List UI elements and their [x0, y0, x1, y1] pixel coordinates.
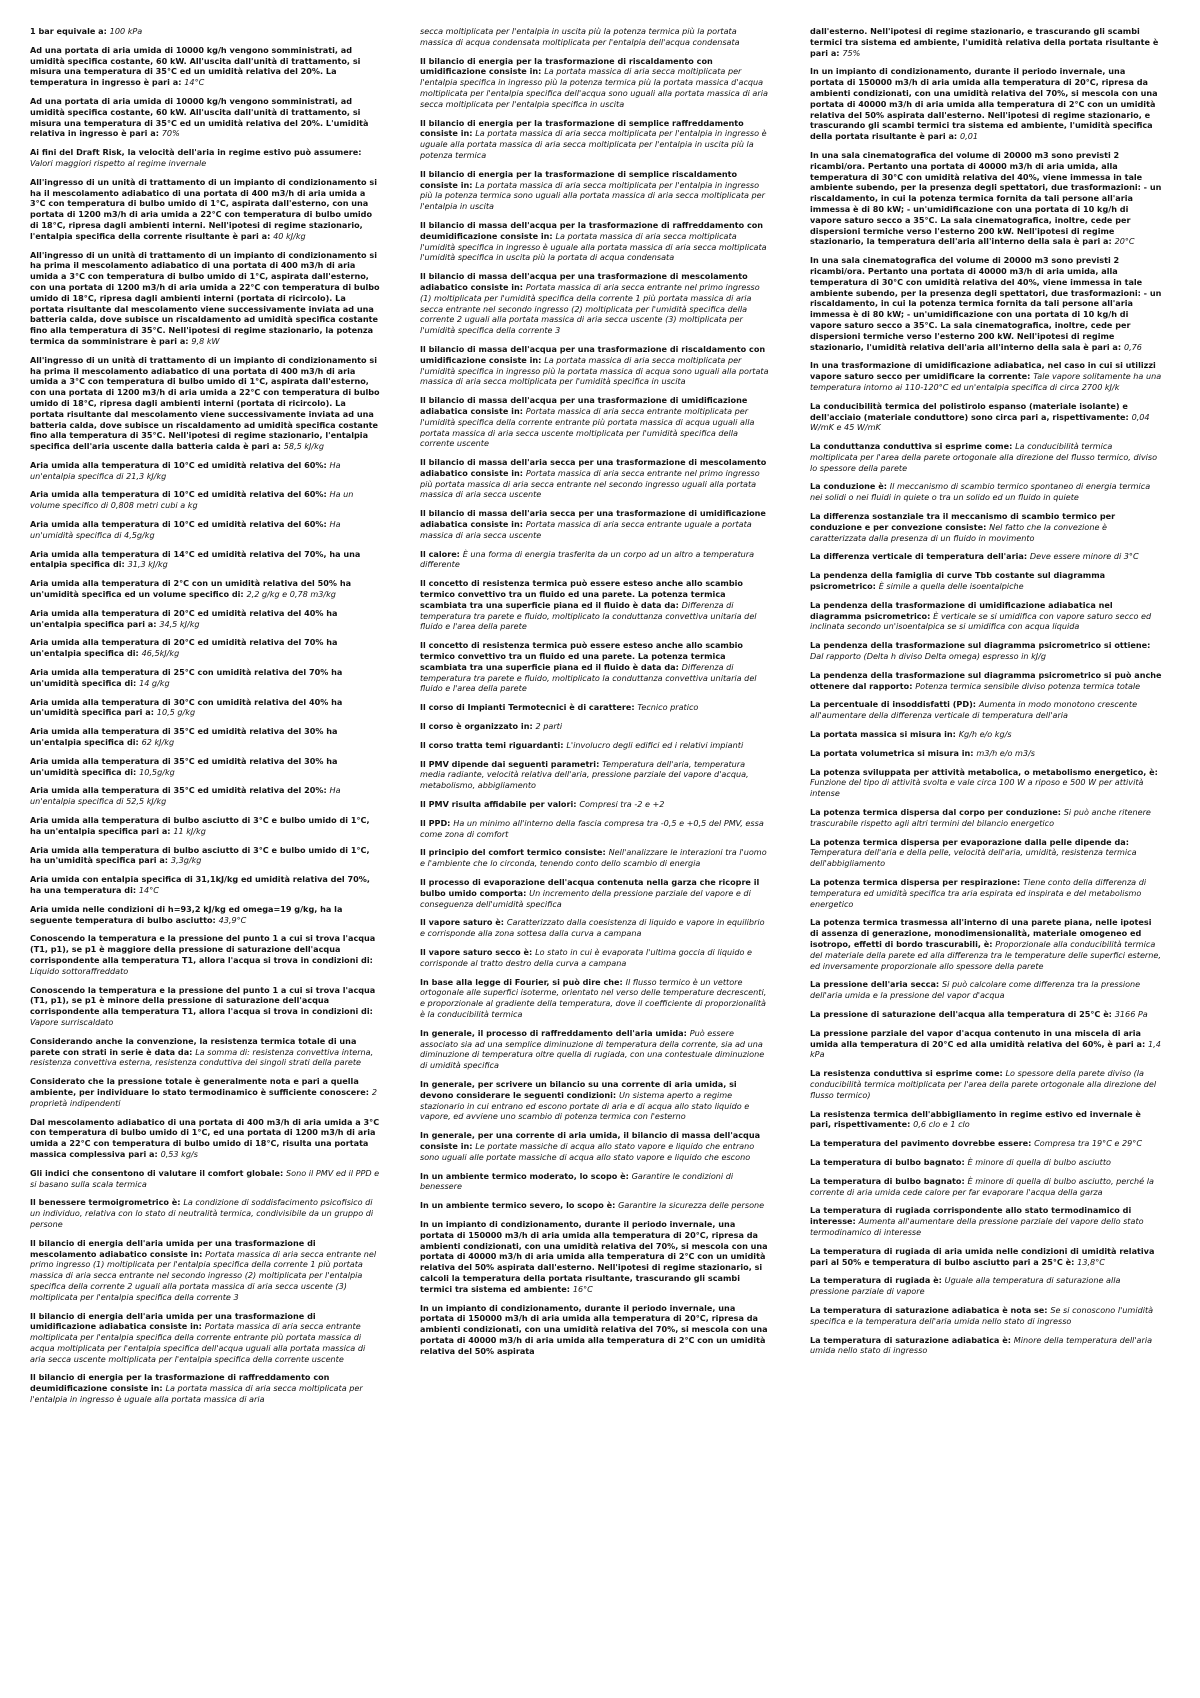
question-text: La pressione di saturazione dell'acqua alla temperatura di 25°C è: — [810, 1008, 1115, 1019]
answer-text: Garantire la sicurezza delle persone — [618, 1200, 765, 1211]
question-text: Il bilancio di massa dell'acqua per una trasformazione di umidificazione adiabatica consiste in: — [420, 395, 748, 416]
qa-entry — [30, 460, 382, 482]
question-text: La differenza sostanziale tra il meccanismo di scambio termico per conduzione e per convezione consiste: — [810, 511, 1116, 532]
answer-text: 62 kJ/kg — [141, 737, 175, 748]
qa-entry — [420, 947, 772, 969]
qa-entry — [810, 401, 1162, 433]
qa-entry — [810, 1246, 1162, 1268]
question-text: La pendenza della trasformazione sul diagramma psicrometrico si può anche ottenere dal rapporto: — [810, 669, 1162, 691]
question-text: Il bilancio di massa dell'acqua per una trasformazione di riscaldamento con umidificazione consiste in: — [420, 343, 766, 365]
question-text: Aria umida alla temperatura di 10°C ed umidità relativa del 60%: — [30, 489, 330, 500]
question-text: Aria umida alla temperatura di 10°C ed umidità relativa del 60%: — [30, 519, 330, 530]
answer-text: Portata massica di aria secca entrante nel primo ingresso più portata massica di aria secca entrante nel secondo ingresso uguali alla portata massica di aria secca uscente — [420, 467, 760, 500]
question-text: La temperatura di saturazione adiabatica è nota se: — [810, 1304, 1051, 1315]
qa-entry — [420, 1303, 772, 1357]
question-text: In un ambiente termico moderato, lo scopo è: — [420, 1170, 632, 1181]
question-text: Il bilancio di energia per la trasformazione di raffreddamento con deumidificazione consiste in: — [30, 1372, 330, 1394]
question-text: La conduttanza conduttiva si esprime come: — [810, 441, 1016, 452]
question-text: Aria umida nelle condizioni di h=93,2 kJ/kg ed omega=19 g/kg, ha la seguente temperatura di bulbo asciutto: — [30, 903, 343, 925]
answer-text: Valori maggiori rispetto al regime invernale — [30, 157, 207, 168]
answer-text: Tale vapore solitamente ha una temperatura intorno ai 110-120°C ed un'entalpia specifica di circa 2700 kJ/k — [810, 371, 1162, 392]
qa-entry — [30, 785, 382, 807]
answer-text: Portata massica di aria secca entrante nel primo ingresso (1) moltiplicata per l'umidità specifica della corrente 1 più portata massica di aria secca entrante nel secondo ingresso (2) moltiplicata per l'umidità specifica della corrente 2 uguali alla portata massica di aria secca uscente (3) moltiplicata per l'umidità specifica della corrente 3 — [420, 281, 760, 336]
question-text: All'ingresso di un unità di trattamento di un impianto di condizionamento si ha il mescolamento adiabatico di una portata di 400 m3/h di aria umida a 3°C con temperatura di bulbo umido di 1°C, aspirata dall'esterno, con una portata di 1200 m3/h di aria umida a 22°C con temperatura di bulbo umido di 18°C, ripresa dagli ambienti interni. Nell'ipotesi di regime stazionario, l'entalpia specifica della corrente risultante è pari a: — [30, 176, 377, 241]
answer-text: Può essere associato sia ad una semplice diminuzione di temperatura della corrente, sia ad una diminuzione di temperatura oltre quella di rugiada, con una contestuale diminuzione di umidità specifica — [420, 1027, 765, 1071]
qa-entry — [30, 1036, 382, 1068]
answer-text: 0,53 kg/s — [160, 1148, 198, 1159]
question-text: dall'esterno. Nell'ipotesi di regime stazionario, e trascurando gli scambi termici tra sistema ed ambiente, l'umidità relativa della portata risultante è pari a: — [810, 26, 1159, 58]
question-text: La resistenza termica dell'abbigliamento in regime estivo ed invernale è pari, rispettivamente: — [810, 1108, 1141, 1130]
qa-entry — [810, 670, 1162, 692]
qa-entry — [810, 1305, 1162, 1327]
qa-entry — [810, 66, 1162, 142]
question-text: Il concetto di resistenza termica può essere esteso anche allo scambio termico convettivo tra un fluido ed una parete. La potenza termica scambiata tra una superficie piana ed il fluido è data da: — [420, 640, 743, 672]
qa-entry — [810, 1157, 1162, 1168]
answer-text: Differenza di temperatura tra parete e fluido, moltiplicato la conduttanza convettiva unitaria del fluido e l'area della parete — [420, 599, 757, 632]
question-text: Il PPD: — [420, 817, 454, 828]
qa-entry — [30, 489, 382, 511]
qa-entry — [810, 640, 1162, 662]
answer-text: 31,3 kJ/kg — [127, 559, 168, 570]
answer-text: Se si conoscono l'umidità specifica e la temperatura dell'aria umida nello stato di ingresso — [810, 1304, 1154, 1326]
qa-entry — [420, 640, 772, 694]
answer-text: Ha un'umidità specifica di 4,5g/kg — [30, 519, 341, 540]
question-text: La potenza sviluppata per attività metabolica, o metabolismo energetico, è: — [810, 766, 1158, 777]
question-text: Il corso è organizzato in: — [420, 721, 536, 732]
answer-text: Un incremento della pressione parziale del vapore e di conseguenza dell'umidità specifica — [420, 887, 751, 909]
qa-entry — [30, 45, 382, 88]
question-text: Il bilancio di massa dell'acqua per una trasformazione di mescolamento adiabatico consiste in: — [420, 271, 748, 292]
question-text: 1 bar equivale a: — [30, 26, 110, 36]
answer-text: L'involucro degli edifici ed i relativi impianti — [566, 739, 744, 750]
question-text: Il bilancio di energia dell'aria umida per una trasformazione di umidificazione adiabatica consiste in: — [30, 1310, 316, 1332]
answer-text: Un sistema aperto a regime stazionario in cui entrano ed escono portate di aria e di acqua allo stato liquido e vapore, ed avviene uno scambio di potenza termica con l'esterno — [420, 1089, 750, 1122]
qa-entry — [810, 837, 1162, 869]
qa-entry — [810, 1138, 1162, 1149]
answer-text: Temperatura dell'aria e della pelle, velocità dell'aria, umidità, resistenza termica dell'abbigliamento — [810, 847, 1137, 869]
question-text: In un impianto di condizionamento, durante il periodo invernale, una portata di 150000 m3/h di aria umida alla temperatura di 20°C, ripresa da ambienti condizionati, con una umidità relativa del 70%, si mescola con una portata di 40000 m3/h di aria umida alla temperatura di 2°C con un umidità relativa del 50% aspirata — [420, 1302, 768, 1356]
answer-text: Ha un'entalpia specifica di 21,3 kJ/kg — [30, 459, 341, 481]
answer-text: Si può calcolare come differenza tra la pressione dell'aria umida e la pressione del vapor d'acqua — [810, 979, 1141, 1001]
qa-entry — [30, 756, 382, 778]
question-text: Il vapore saturo è: — [420, 917, 507, 928]
question-text: La resistenza conduttiva si esprime come: — [810, 1068, 1006, 1079]
answer-text: Potenza termica sensibile diviso potenza termica totale — [915, 680, 1141, 691]
answer-text: 70% — [161, 128, 180, 139]
qa-entry — [30, 549, 382, 571]
answer-text: 3166 Pa — [1114, 1008, 1148, 1019]
qa-entry — [420, 118, 772, 161]
question-text: Il bilancio di energia dell'aria umida per una trasformazione di mescolamento adiabatico consiste in: — [30, 1237, 316, 1259]
answer-text: È minore di quella di bulbo asciutto, perché la corrente di aria umida cede calore per far evaporare l'acqua della garza — [810, 1175, 1154, 1197]
qa-entry — [810, 699, 1162, 721]
qa-entry — [30, 933, 382, 976]
answer-text: Tecnico pratico — [637, 702, 699, 713]
question-text: Considerando anche la convenzione, la resistenza termica totale di una parete con strati in serie è data da: — [30, 1035, 357, 1057]
qa-entry — [30, 177, 382, 242]
qa-entry — [810, 600, 1162, 632]
answer-text: La portata massica di aria secca moltiplicata per l'umidità specifica in ingresso più la portata massica di acqua sono uguali alla portata massica di aria secca moltiplicata per l'umidità specifica in uscita — [420, 354, 769, 387]
question-text: Il processo di evaporazione dell'acqua contenuta nella garza che ricopre il bulbo umido comporta: — [420, 877, 760, 898]
answer-text: 9,8 kW — [191, 335, 220, 346]
question-text: Aria umida alla temperatura di 35°C ed umidità relativa del 30% ha un'umidità specifica di: — [30, 755, 338, 777]
question-text: Il PMV risulta affidabile per valori: — [420, 799, 580, 810]
answer-text: 13,8°C — [1077, 1256, 1105, 1267]
answer-text: 100 kPa — [109, 26, 143, 36]
answer-text: 0,6 clo e 1 clo — [913, 1119, 970, 1130]
qa-entry — [810, 917, 1162, 971]
answer-text: 40 kJ/kg — [273, 230, 306, 241]
qa-entry — [420, 395, 772, 449]
question-text: La potenza termica trasmessa all'interno di una parete piana, nelle ipotesi di assenza di generazione, monodimensionalità, materiale omogeneo ed isotropo, effetti di bordo trascurabili, è: — [810, 917, 1152, 949]
qa-entry — [810, 767, 1162, 799]
question-text: Il bilancio di energia per la trasformazione di riscaldamento con umidificazione consiste in: — [420, 55, 713, 77]
qa-entry — [30, 845, 382, 867]
answer-text: La somma di: resistenza convettiva interna, resistenza convettiva esterna, resistenza conduttiva dei singoli strati della parete — [30, 1046, 374, 1068]
qa-entry — [810, 1205, 1162, 1237]
question-text: Ad una portata di aria umida di 10000 kg/h vengono somministrati, ad umidità specifica costante, 60 kW. All'uscita dall'unità di trattamento, si misura una temperatura di 35°C ed un umidità relativa del 20%. L'umidità relativa in ingresso è pari a: — [30, 95, 369, 139]
qa-entry — [810, 1109, 1162, 1131]
question-text: In un impianto di condizionamento, durante il periodo invernale, una portata di 150000 m3/h di aria umida alla temperatura di 20°C, ripresa da ambienti condizionati, con una umidità relativa del 70%, si mescola con una portata di 40000 m3/h di aria umida alla temperatura di 2°C con un umidità relativa del 50% aspirata dall'esterno. Nell'ipotesi di regime stazionario, e trascurando gli scambi termici tra sistema ed ambiente, l'umidità specifica della portata risultante è pari a: — [810, 66, 1158, 142]
question-text: Ai fini del Draft Risk, la velocità dell'aria in regime estivo può assumere: — [30, 147, 362, 158]
answer-text: La portata massica di aria secca moltiplicata l'umidità specifica in ingresso è uguale alla portata massica di aria secca moltiplicata l'umidità specifica in uscita più la portata di acqua condensata — [420, 230, 767, 263]
qa-entry — [30, 1238, 382, 1303]
qa-entry — [420, 1028, 772, 1071]
question-text: Aria umida con entalpia specifica di 31,1kJ/kg ed umidità relativa del 70%, ha una temperatura di: — [30, 874, 370, 895]
qa-entry — [420, 1171, 772, 1193]
answer-text: Compresi tra -2 e +2 — [579, 799, 665, 810]
qa-entry — [420, 457, 772, 500]
qa-entry — [30, 1168, 382, 1190]
answer-text: Lo stato in cui è evaporata l'ultima goccia di liquido e corrisponde al tratto destro della curva a campana — [420, 946, 752, 968]
question-text: Il benessere termoigrometrico è: — [30, 1197, 184, 1208]
answer-text: secca moltiplicata per l'entalpia in uscita più la potenza termica più la portata massica di acqua condensata moltiplicata per l'entalpia dell'acqua condensata — [420, 26, 740, 47]
answer-text: 2 parti — [535, 721, 563, 732]
question-text: Il bilancio di massa dell'aria secca per una trasformazione di mescolamento adiabatico consiste in: — [420, 457, 767, 478]
answer-text: Lo spessore della parete diviso (la conducibilità termica moltiplicata per l'area della parete ortogonale alla direzione del flusso termico) — [810, 1068, 1157, 1100]
answer-text: 10,5g/kg — [139, 766, 175, 777]
qa-entry — [420, 169, 772, 212]
question-text: Aria umida alla temperatura di bulbo asciutto di 3°C e bulbo umido di 1°C, ha un'entalpia specifica pari a: — [30, 815, 370, 836]
qa-entry — [420, 1079, 772, 1122]
answer-text: 0,76 — [1123, 341, 1142, 352]
answer-text: Temperatura dell'aria, temperatura media radiante, velocità relativa dell'aria, pressione parziale del vapore d'acqua, metabolismo, abbigliamento — [420, 758, 749, 791]
question-text: Aria umida alla temperatura di 30°C con umidità relativa del 40% ha un'umidità specifica pari a: — [30, 696, 343, 718]
answer-text: Differenza di temperatura tra parete e fluido, moltiplicato la conduttanza convettiva unitaria del fluido e l'area della parete — [420, 661, 757, 694]
qa-entry — [810, 1176, 1162, 1198]
question-text: La differenza verticale di temperatura dell'aria: — [810, 551, 1030, 562]
question-text: Aria umida alla temperatura di 35°C ed umidità relativa del 30% ha un'entalpia specifica di: — [30, 726, 338, 748]
qa-entry — [420, 26, 772, 48]
question-text: In una sala cinematografica del volume di 20000 m3 sono previsti 2 ricambi/ora. Pertanto una portata di 40000 m3/h di aria umida, alla temperatura di 30°C con umidità relativa del 40%, viene immessa in tale ambiente subendo, per la presenza degli spettatori, due trasformazioni: - un riscaldamento, in cui la potenza termica fornita da tali persone all'aria immessa è di 80 kW; - un'umidificazione con una portata di 10 kg/h di vapore saturo secco a 35°C. La sala cinematografica, inoltre, cede per dispersioni termiche verso l'esterno 200 kW. Nell'ipotesi di regime stazionario, l'umidità relativa dell'aria all'interno della sala è pari a: — [810, 255, 1162, 352]
answer-text: Nel fatto che la convezione è caratterizzata dalla presenza di un fluido in movimento — [810, 521, 1108, 543]
question-text: Il bilancio di energia per la trasformazione di semplice riscaldamento consiste in: — [420, 168, 738, 190]
answer-text: Sono il PMV ed il PPD e si basano sulla scala termica — [30, 1167, 380, 1189]
question-text: La pressione parziale del vapor d'acqua contenuto in una miscela di aria umida alla temperatura di 20°C ed alla umidità relativa del 60%, è pari a: — [810, 1027, 1149, 1049]
qa-entry — [30, 578, 382, 600]
qa-entry — [420, 702, 772, 713]
qa-entry — [30, 608, 382, 630]
question-text: La potenza termica dispersa per respirazione: — [810, 877, 1024, 887]
qa-entry — [420, 1200, 772, 1211]
answer-text: 14°C — [184, 77, 205, 88]
question-text: La temperatura di bulbo bagnato: — [810, 1156, 968, 1167]
answer-text: 0,04 W/mK e 45 W/mK — [810, 411, 1150, 433]
qa-entry — [420, 56, 772, 110]
qa-entry — [810, 360, 1162, 392]
question-text: Il bilancio di massa dell'aria secca per una trasformazione di umidificazione adiabatica consiste in: — [420, 508, 766, 530]
answer-text: Portata massica di aria secca entrante moltiplicata per l'umidità specifica della corrente entrante più portata massica di acqua uguali alla portata massica di aria secca uscente moltiplicata per l'umidità specifica della corrente uscente — [420, 405, 755, 449]
answer-text: m3/h e/o m3/s — [976, 747, 1036, 758]
qa-entry — [810, 26, 1162, 58]
qa-entry — [810, 1068, 1162, 1100]
qa-entry — [420, 549, 772, 571]
answer-text: 10,5 g/kg — [156, 707, 196, 718]
question-text: In una sala cinematografica del volume di 20000 m3 sono previsti 2 ricambi/ora. Pertanto una portata di 40000 m3/h di aria umida, alla temperatura di 30°C con umidità relativa del 40%, viene immessa in tale ambiente subendo, per la presenza degli spettatori, due trasformazioni: - un riscaldamento, in cui la potenza termica fornita da tali persone all'aria immessa è di 80 kW; - un'umidificazione con una portata di 10 kg/h di vapore saturo secco a 35°C. La sala cinematografica, inoltre, cede per dispersioni termiche verso l'esterno 200 kW. Nell'ipotesi di regime stazionario, la temperatura dell'aria all'interno della sala è pari a: — [810, 149, 1162, 247]
qa-entry — [810, 511, 1162, 543]
qa-entry — [30, 1076, 382, 1108]
qa-entry — [810, 729, 1162, 740]
answer-text: Aumenta all'aumentare della pressione parziale del vapore dello stato termodinamico di interesse — [810, 1216, 1144, 1237]
answer-text: Il meccanismo di scambio termico spontaneo di energia termica nei solidi o nei fluidi in quiete o tra un solido ed un fluido in quiete — [810, 481, 1151, 503]
question-text: In un ambiente termico severo, lo scopo è: — [420, 1200, 619, 1211]
answer-text: Le portate massiche di acqua allo stato vapore e liquido che entrano sono uguali alle portate massiche di acqua allo stato vapore e liquido che escono — [420, 1140, 755, 1162]
qa-entry — [810, 748, 1162, 759]
qa-entry — [810, 150, 1162, 247]
answer-text: La portata massica di aria secca moltiplicata per l'entalpia specifica in ingresso più la potenza termica più la portata massica d'acqua moltiplicata per l'entalpia specifica dell'acqua sono uguali alla portata massica di aria secca moltiplicata per l'entalpia specifica in uscita — [420, 66, 768, 109]
answer-text: Nell'analizzare le interazioni tra l'uomo e l'ambiente che lo circonda, tenendo conto dello scambio di energia — [420, 847, 767, 869]
question-text: Conoscendo la temperatura e la pressione del punto 1 a cui si trova l'acqua (T1, p1), se p1 è minore della pressione di saturazione dell'acqua corrispondente alla temperatura T1, allora l'acqua si trova in condizioni di: — [30, 984, 376, 1017]
answer-text: 75% — [842, 47, 861, 58]
question-text: La potenza termica dispersa dal corpo per conduzione: — [810, 807, 1064, 818]
question-text: La conduzione è: — [810, 481, 890, 492]
question-text: La temperatura di bulbo bagnato: — [810, 1175, 968, 1186]
qa-entry — [30, 985, 382, 1028]
question-text: La pendenza della trasformazione sul diagramma psicrometrico si ottiene: — [810, 640, 1151, 651]
question-text: La pendenza della famiglia di curve Tbb costante sul diagramma psicrometrico: — [810, 570, 1106, 592]
answer-text: 2,2 g/kg e 0,78 m3/kg — [246, 589, 336, 600]
question-text: La portata massica si misura in: — [810, 729, 959, 740]
column-right — [810, 26, 1162, 1364]
answer-text: Proporzionale alla conducibilità termica del materiale della parete ed alla differenza tra le temperature delle superfici esterne, ed inversamente proporzionale allo spessore della parete — [810, 938, 1161, 971]
answer-text: Tiene conto della differenza di temperatura ed umidità specifica tra aria espirata ed inspirata e del metabolismo energetico — [810, 877, 1147, 909]
question-text: Il principio del comfort termico consiste: — [420, 847, 609, 858]
question-text: In generale, per scrivere un bilancio su una corrente di aria umida, si devono considerare le seguenti condizioni: — [420, 1078, 737, 1100]
question-text: In generale, il processo di raffreddamento dell'aria umida: — [420, 1027, 690, 1038]
question-text: Aria umida alla temperatura di 2°C con un umidità relativa del 50% ha un'umidità specifica ed un volume specifico di: — [30, 578, 352, 600]
qa-entry — [30, 519, 382, 541]
answer-text: 2 proprietà indipendenti — [30, 1086, 377, 1108]
qa-entry — [420, 977, 772, 1020]
answer-text: 20°C — [1114, 236, 1135, 247]
answer-text: Ha un minimo all'interno della fascia compresa tra -0,5 e +0,5 del PMV, essa come zona di comfort — [420, 817, 764, 839]
qa-entry — [30, 815, 382, 837]
qa-entry — [420, 818, 772, 840]
answer-text: Compresa tra 19°C e 29°C — [1034, 1138, 1142, 1149]
question-text: La temperatura di rugiada è: — [810, 1275, 945, 1286]
answer-text: 1,4 kPa — [810, 1038, 1161, 1060]
question-text: Ad una portata di aria umida di 10000 kg/h vengono somministrati, ad umidità specifica costante, 60 kW. All'uscita dall'unità di trattamento, si misura una temperatura di 35°C ed un umidità relativa del 20%. La temperatura in ingresso è pari a: — [30, 44, 361, 88]
answer-text: È minore di quella di bulbo asciutto — [967, 1156, 1111, 1167]
qa-entry — [30, 667, 382, 689]
qa-entry — [810, 877, 1162, 909]
answer-text: Uguale alla temperatura di saturazione alla pressione parziale di vapore — [810, 1275, 1121, 1297]
question-text: Il concetto di resistenza termica può essere esteso anche allo scambio termico convettivo tra un fluido ed una parete. La potenza termica scambiata tra una superficie piana ed il fluido è data da: — [420, 578, 743, 610]
answer-text: Vapore surriscaldato — [30, 1016, 114, 1027]
answer-text: È simile a quella delle isoentalpiche — [878, 581, 1024, 592]
question-text: La temperatura di rugiada corrispondente allo stato termodinamico di interesse: — [810, 1205, 1132, 1227]
answer-text: 3,3g/kg — [170, 855, 202, 866]
qa-entry — [30, 1117, 382, 1160]
qa-entry — [810, 551, 1162, 562]
column-left — [30, 26, 382, 1413]
qa-entry — [30, 1311, 382, 1365]
answer-text: 14 g/kg — [139, 677, 170, 688]
question-text: Il corso di Impianti Termotecnici è di carattere: — [420, 702, 638, 713]
question-text: In base alla legge di Fourier, si può dire che: — [420, 976, 626, 987]
answer-text: 11 kJ/kg — [173, 825, 206, 836]
question-text: Gli indici che consentono di valutare il comfort globale: — [30, 1167, 287, 1178]
qa-entry — [810, 255, 1162, 352]
answer-text: Si può anche ritenere trascurabile rispetto agli altri termini del bilancio energetico — [810, 807, 1151, 828]
question-text: Aria umida alla temperatura di 14°C ed umidità relativa del 70%, ha una entalpia specifica di: — [30, 548, 361, 570]
answer-text: Portata massica di aria secca entrante nel primo ingresso (1) moltiplicata per l'entalpia specifica della corrente 1 più portata massica di aria secca entrante nel secondo ingresso (2) moltiplicata per l'entalpia specifica della corrente 2 uguali alla portata massica di aria secca uscente (3) moltiplicata per l'entalpia specifica della corrente 3 — [30, 1248, 377, 1302]
qa-entry — [420, 578, 772, 632]
question-text: La percentuale di insoddisfatti (PD): — [810, 699, 979, 710]
qa-entry — [30, 1197, 382, 1229]
qa-entry — [810, 1275, 1162, 1297]
answer-text: Ha un volume specifico di 0,808 metri cubi a kg — [30, 489, 354, 511]
question-text: Dal mescolamento adiabatico di una portata di 400 m3/h di aria umida a 3°C con temperatura di bulbo umido di 1°C, ed una portata di 1200 m3/h di aria umida a 22°C con temperatura di bulbo umido di 18°C, risulta una portata massica complessiva pari a: — [30, 1116, 380, 1159]
qa-entry — [420, 877, 772, 909]
qa-entry — [420, 1219, 772, 1295]
qa-entry — [420, 740, 772, 751]
qa-entry — [30, 637, 382, 659]
question-text: Il corso tratta temi riguardanti: — [420, 739, 567, 750]
question-text: Il vapore saturo secco è: — [420, 946, 536, 957]
qa-entry — [30, 697, 382, 719]
answer-text: La portata massica di aria secca moltiplicata per l'entalpia in ingresso è uguale alla portata massica di aria — [30, 1383, 363, 1405]
answer-text: Aumenta in modo monotono crescente all'aumentare della differenza verticale di temperatura dell'aria — [810, 699, 1138, 721]
question-text: All'ingresso di un unità di trattamento di un impianto di condizionamento si ha prima il mescolamento adiabatico di una portata di 400 m3/h di aria umida a 3°C con temperatura di bulbo umido di 1°C, aspirata dall'esterno, con una portata di 1200 m3/h di aria umida a 22°C con temperatura di bulbo umido di 18°C, ripresa dagli ambienti interni (portata di ricircolo). La portata risultante dal mescolamento viene successivamente inviata ad una batteria calda, dove subisce un riscaldamento ad umidità specifica costante fino alla temperatura di 35°C. Nell'ipotesi di regime stazionario, la potenza termica da somministrare è pari a: — [30, 249, 380, 346]
answer-text: Deve essere minore di 3°C — [1029, 551, 1139, 562]
qa-entry — [420, 220, 772, 263]
question-text: In generale, per una corrente di aria umida, il bilancio di massa dell'acqua consiste in: — [420, 1130, 761, 1151]
answer-text: La conducibilità termica moltiplicata per l'area della parete ortogonale alla direzione del flusso termico, diviso lo spessore della parete — [810, 441, 1158, 473]
qa-entry — [30, 26, 382, 37]
answer-text: Portata massica di aria secca entrante uguale a portata massica di aria secca uscente — [420, 519, 752, 540]
question-text: Il bilancio di energia per la trasformazione di semplice raffreddamento consiste in: — [420, 117, 744, 139]
qa-entry — [30, 874, 382, 896]
qa-entry — [420, 799, 772, 810]
question-text: La portata volumetrica si misura in: — [810, 747, 977, 758]
question-text: La pressione dell'aria secca: — [810, 979, 942, 990]
answer-text: Ha un'entalpia specifica di 52,5 kJ/kg — [30, 785, 341, 807]
qa-entry — [810, 1028, 1162, 1060]
answer-text: Garantire le condizioni di benessere — [420, 1170, 734, 1192]
answer-text: 14°C — [138, 885, 159, 895]
answer-text: 16°C — [572, 1283, 593, 1294]
answer-text: 43,9°C — [218, 914, 247, 925]
question-text: La temperatura di saturazione adiabatica è: — [810, 1334, 1014, 1345]
qa-entry — [420, 344, 772, 387]
qa-entry — [30, 726, 382, 748]
answer-text: 58,5 kJ/kg — [283, 441, 324, 452]
question-text: La potenza termica dispersa per evaporazione dalla pelle dipende da: — [810, 836, 1129, 847]
answer-text: Minore della temperatura dell'aria umida nello stato di ingresso — [810, 1334, 1153, 1356]
question-text: Conoscendo la temperatura e la pressione del punto 1 a cui si trova l'acqua (T1, p1), se p1 è maggiore della pressione di saturazione dell'acqua corrispondente alla temperatura T1, allora l'acqua si trova in condizioni di: — [30, 933, 376, 965]
question-text: La temperatura del pavimento dovrebbe essere: — [810, 1138, 1035, 1149]
qa-entry — [30, 355, 382, 452]
answer-text: È una forma di energia trasferita da un corpo ad un altro a temperatura differente — [420, 548, 755, 570]
qa-entry — [420, 271, 772, 336]
qa-entry — [810, 570, 1162, 592]
answer-text: Liquido sottoraffreddato — [30, 965, 129, 976]
answer-text: 46,5kJ/kg — [141, 648, 180, 659]
qa-entry — [30, 96, 382, 139]
question-text: Aria umida alla temperatura di 20°C ed umidità relativa del 40% ha un'entalpia specifica pari a: — [30, 607, 338, 629]
question-text: Il PMV dipende dai seguenti parametri: — [420, 758, 603, 769]
qa-entry — [810, 979, 1162, 1001]
answer-text: Il flusso termico è un vettore ortogonale alle superfici isoterme, orientato nel verso delle temperature decrescenti, e proporzionale al gradiente della temperatura, dove il coefficiente di proporzionalità è la conducibilità termica — [420, 976, 767, 1019]
qa-entry — [810, 807, 1162, 829]
answer-text: 0,01 — [960, 131, 979, 142]
qa-entry — [420, 508, 772, 540]
question-text: La pendenza della trasformazione di umidificazione adiabatica nel diagramma psicrometrico: — [810, 599, 1113, 621]
qa-entry — [30, 250, 382, 347]
question-text: Considerato che la pressione totale è generalmente nota e pari a quella ambiente, per individuare lo stato termodinamico è sufficiente conoscere: — [30, 1076, 372, 1097]
qa-entry — [810, 441, 1162, 473]
question-text: Aria umida alla temperatura di 25°C con umidità relativa del 70% ha un'umidità specifica di: — [30, 667, 343, 688]
question-text: Il bilancio di massa dell'acqua per la trasformazione di raffreddamento con deumidificazione consiste in: — [420, 219, 764, 241]
qa-entry — [30, 147, 382, 169]
qa-entry — [420, 721, 772, 732]
qa-entry — [420, 759, 772, 791]
qa-entry — [810, 481, 1162, 503]
question-text: All'ingresso di un unità di trattamento di un impianto di condizionamento si ha prima il mescolamento adiabatico di una portata di 400 m3/h di aria umida a 3°C con temperatura di bulbo umido di 1°C, aspirata dall'esterno, con una portata di 1200 m3/h di aria umida a 22°C con temperatura di bulbo umido di 18°C, ripresa dagli ambienti interni (portata di ricircolo). La portata risultante dal mescolamento viene successivamente inviata ad una batteria calda, dove subisce un riscaldamento ad umidità specifica costante fino alla temperatura di 35°C. Nell'ipotesi di regime stazionario, l'entalpia specifica dell'aria uscente dalla batteria calda è pari a: — [30, 354, 380, 452]
answer-text: La portata massica di aria secca moltiplicata per l'entalpia in ingresso più la potenza termica sono uguali alla portata massica di aria secca moltiplicata per l'entalpia in uscita — [420, 179, 765, 212]
question-text: Aria umida alla temperatura di bulbo asciutto di 3°C e bulbo umido di 1°C, ha un'umidità specifica pari a: — [30, 844, 370, 866]
question-text: La conducibilità termica del polistirolo espanso (materiale isolante) e dell'acciaio (materiale conduttore) sono circa pari a, rispettivamente: — [810, 400, 1132, 422]
answer-text: Caratterizzato dalla coesistenza di liquido e vapore in equilibrio e corrisponde alla zona sottesa dalla curva a campana — [420, 917, 765, 939]
qa-entry — [810, 1009, 1162, 1020]
question-text: Aria umida alla temperatura di 10°C ed umidità relativa del 60%: — [30, 459, 330, 470]
answer-text: La portata massica di aria secca moltiplicata per l'entalpia in ingresso è uguale alla portata massica di aria secca moltiplicata per l'entalpia in uscita più la potenza termica — [420, 128, 767, 160]
qa-entry — [420, 847, 772, 869]
qa-entry — [420, 1130, 772, 1162]
qa-entry — [420, 917, 772, 939]
answer-text: La condizione di soddisfacimento psicofisico di un individuo, relativa con lo stato di neutralità termica, condivisibile da un gruppo di persone — [30, 1197, 374, 1229]
qa-entry — [30, 904, 382, 926]
qa-entry — [810, 1335, 1162, 1357]
answer-text: È verticale se si umidifica con vapore saturo secco ed inclinata secondo un'isoentalpica se si umidifica con acqua liquida — [810, 610, 1152, 632]
question-text: Aria umida alla temperatura di 20°C ed umidità relativa del 70% ha un'entalpia specifica di: — [30, 637, 338, 659]
answer-text: Funzione del tipo di attività svolta e vale circa 100 W a riposo e 500 W per attività intense — [810, 777, 1144, 799]
question-text: Aria umida alla temperatura di 35°C ed umidità relativa del 20%: — [30, 785, 330, 796]
question-text: In un impianto di condizionamento, durante il periodo invernale, una portata di 150000 m3/h di aria umida alla temperatura di 20°C, ripresa da ambienti condizionati, con una umidità relativa del 70%, si mescola con una portata di 40000 m3/h di aria umida alla temperatura di 2°C con un umidità relativa del 50% aspirata dall'esterno. Nell'ipotesi di regime stazionario, si calcoli la temperatura della portata risultante, trascurando gli scambi termici tra sistema ed ambiente: — [420, 1218, 768, 1294]
answer-text: Dal rapporto (Delta h diviso Delta omega) espresso in kJ/g — [810, 651, 1047, 662]
question-text: Il calore: — [420, 548, 463, 559]
question-text: In una trasformazione di umidificazione adiabatica, nel caso in cui si utilizzi vapore saturo secco per umidificare la corrente: — [810, 360, 1156, 382]
answer-text: Kg/h e/o kg/s — [958, 729, 1012, 740]
answer-text: Portata massica di aria secca entrante moltiplicata per l'entalpia specifica della corrente entrante più portata massica di acqua moltiplicata per l'entalpia specifica dell'acqua uguali alla portata massica di aria secca uscente moltiplicata per l'entalpia specifica della corrente uscente — [30, 1321, 366, 1364]
answer-text: 34,5 kJ/kg — [159, 618, 200, 629]
question-text: La temperatura di rugiada di aria umida nelle condizioni di umidità relativa pari al 50% e temperatura di bulbo asciutto pari a 25°C è: — [810, 1245, 1155, 1267]
column-middle — [420, 26, 772, 1364]
qa-entry — [30, 1372, 382, 1404]
